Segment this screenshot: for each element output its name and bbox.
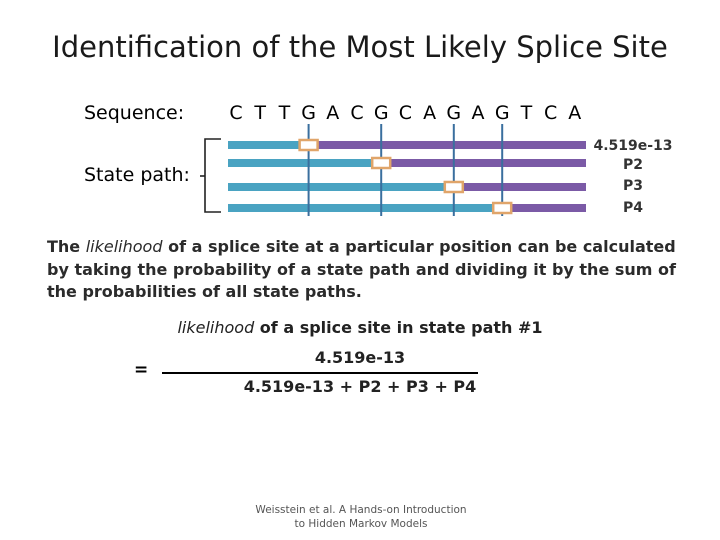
formula-equals-sign: = bbox=[134, 360, 149, 380]
sequence-letter: A bbox=[471, 102, 485, 124]
state-path-probability: 4.519e-13 bbox=[593, 138, 673, 154]
sequence-label: Sequence: bbox=[84, 102, 185, 124]
formula-denominator: 4.519e-13 + P2 + P3 + P4 bbox=[243, 377, 477, 396]
exon-segment bbox=[228, 159, 381, 167]
splice-site-marker bbox=[493, 203, 511, 213]
sequence-letter: C bbox=[350, 102, 364, 124]
formula-numerator: 4.519e-13 bbox=[314, 348, 406, 367]
splice-site-marker bbox=[445, 182, 463, 192]
exon-segment bbox=[228, 183, 454, 191]
page-title: Identification of the Most Likely Splice Site bbox=[52, 30, 668, 64]
sequence-letter: T bbox=[254, 102, 266, 124]
sequence-letter: G bbox=[446, 102, 462, 124]
sequence-letter: C bbox=[543, 102, 558, 124]
intron-segment bbox=[381, 159, 586, 167]
intron-segment bbox=[309, 141, 586, 149]
splice-site-marker bbox=[300, 140, 318, 150]
sequence-letter: G bbox=[494, 102, 510, 124]
sequence-letter: A bbox=[423, 102, 437, 124]
citation: Weisstein et al. A Hands-on Introduction to Hidden Markov Models bbox=[255, 504, 467, 530]
sequence-letter: A bbox=[326, 102, 340, 124]
exon-segment bbox=[228, 204, 502, 212]
sequence-letter: T bbox=[278, 102, 291, 124]
state-path-probability: P4 bbox=[622, 200, 643, 216]
fraction-bar bbox=[162, 372, 478, 374]
explanation-paragraph bbox=[47, 236, 687, 304]
sequence-letter: C bbox=[229, 102, 243, 124]
sequence-letter: A bbox=[568, 102, 582, 124]
sequence-letter: C bbox=[398, 102, 413, 124]
exon-segment bbox=[228, 141, 309, 149]
sequence-letter: T bbox=[520, 102, 533, 124]
formula-title bbox=[100, 318, 620, 337]
state-path-probability: P2 bbox=[622, 157, 643, 173]
paragraph-text-start: The bbox=[47, 237, 86, 256]
splice-site-marker bbox=[372, 158, 390, 168]
state-path-label: State path: bbox=[84, 164, 190, 186]
state-path-bracket bbox=[205, 139, 221, 212]
formula-title-italic: likelihood bbox=[177, 318, 255, 337]
paragraph-text-rest: of a splice site at a particular position can be calculated by taking the probability of a state path and dividing it by the sum of the probabilities of all state paths. bbox=[47, 237, 676, 301]
sequence-letter: G bbox=[301, 102, 316, 124]
state-path-probability: P3 bbox=[622, 178, 643, 194]
intron-segment bbox=[502, 204, 586, 212]
paragraph-italic-word: likelihood bbox=[85, 237, 163, 256]
sequence-letter: G bbox=[373, 102, 389, 124]
intron-segment bbox=[454, 183, 586, 191]
formula-title-rest: of a splice site in state path #1 bbox=[254, 318, 543, 337]
